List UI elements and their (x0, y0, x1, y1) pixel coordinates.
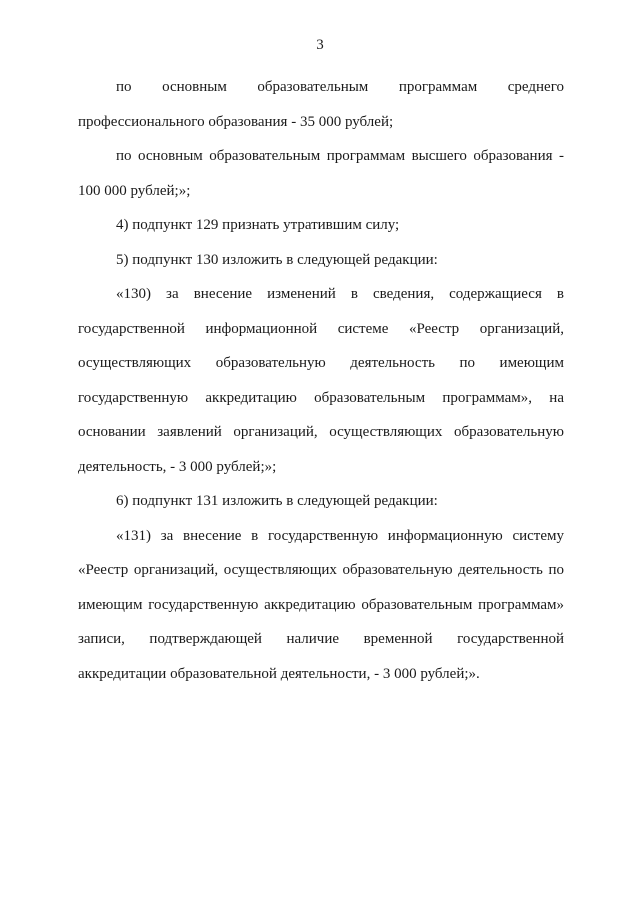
page-number: 3 (316, 37, 324, 53)
paragraph-higher-education-fee: по основным образовательным программам высшего образования - 100 000 рублей;»; (78, 148, 564, 199)
paragraph-subitem-129: 4) подпункт 129 признать утратившим силу; (116, 217, 400, 233)
document-body (78, 70, 564, 691)
paragraph-subitem-131-text: «131) за внесение в государственную информационную систему «Реестр организаций, осуществляющих образовательную деятельность по имеющим государственную аккредитацию образовательным программам» записи, подтверждающей наличие временной государственной аккредитации образовательной деятельности, - 3 000 рублей;». (78, 527, 564, 682)
paragraph-subitem-131-intro: 6) подпункт 131 изложить в следующей редакции: (116, 493, 438, 509)
paragraph-subitem-130-text: «130) за внесение изменений в сведения, содержащиеся в государственной информационной системе «Реестр организаций, осуществляющих образовательную деятельность по имеющим государственную аккредитацию образовательным программам», на основании заявлений организаций, осуществляющих образовательную деятельность, - 3 000 рублей;»; (78, 286, 564, 475)
paragraph-subitem-130-intro: 5) подпункт 130 изложить в следующей редакции: (116, 251, 438, 268)
paragraph-secondary-education-fee: по основным образовательным программам среднего профессионального образования - 35 000 рублей; (78, 79, 564, 130)
